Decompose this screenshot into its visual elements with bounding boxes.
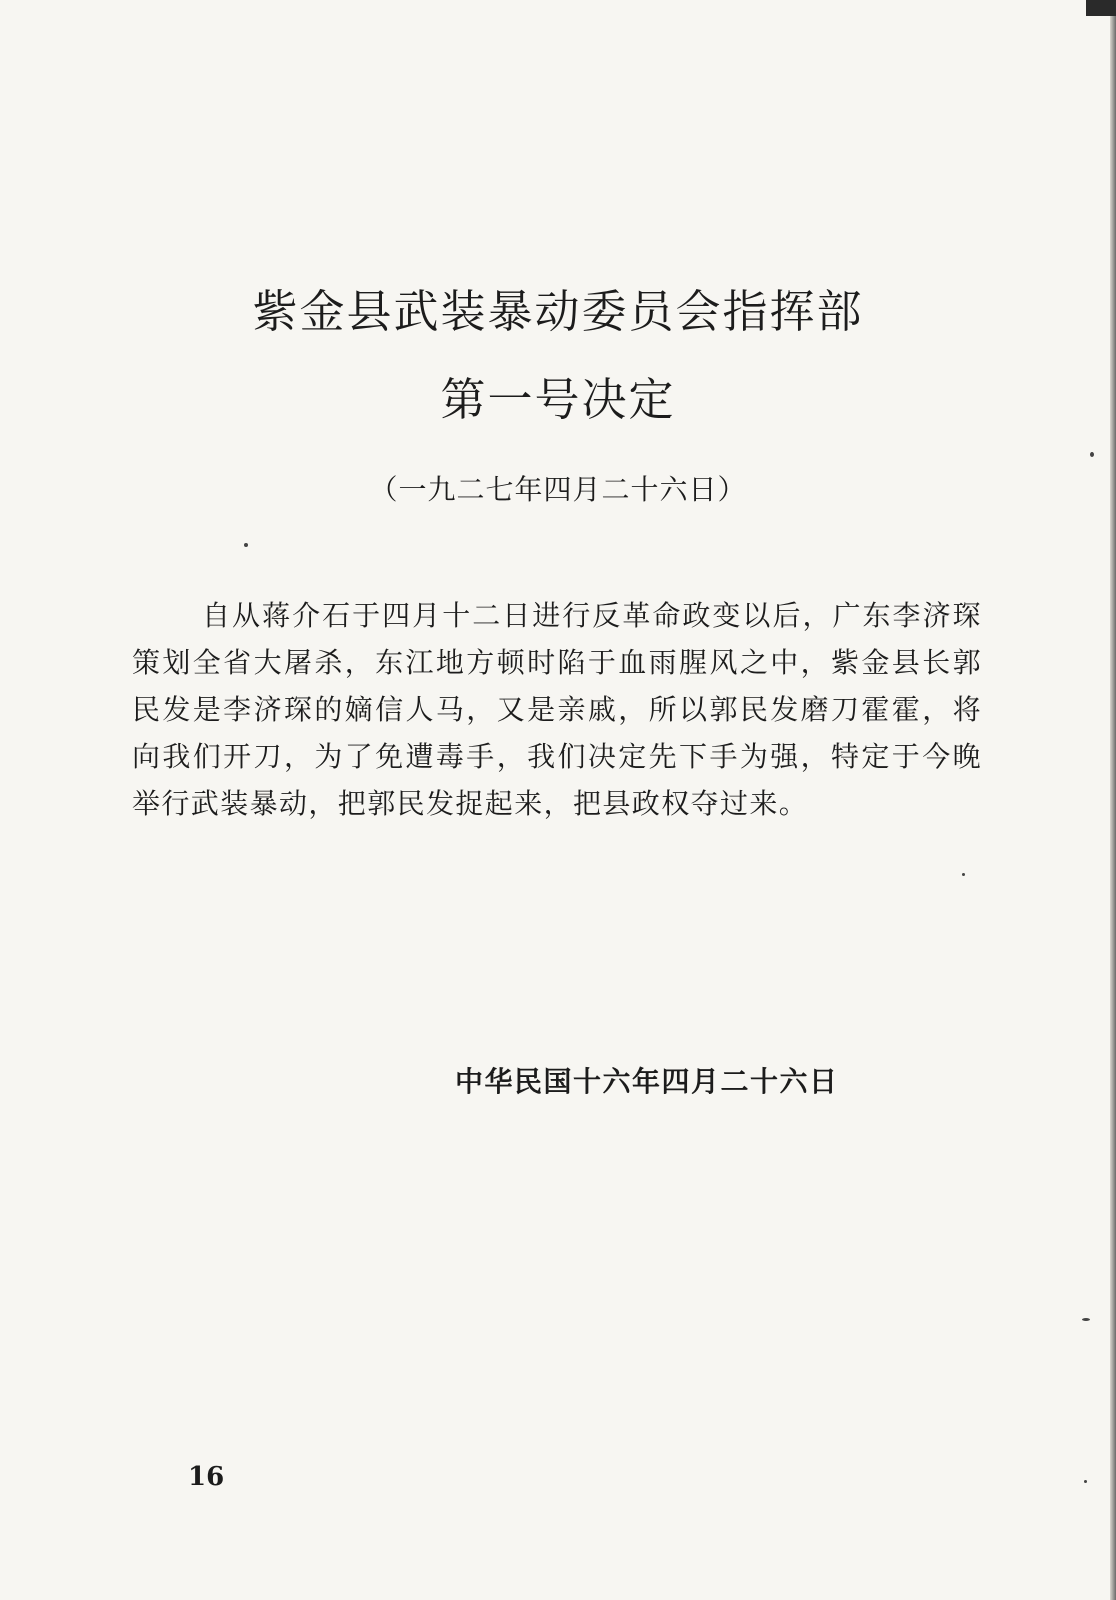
scan-page-edge [1110, 0, 1116, 1600]
scan-corner-mark [1086, 0, 1116, 16]
scan-speck [1082, 1318, 1090, 1321]
scan-speck [1090, 452, 1094, 457]
document-date: （一九二七年四月二十六日） [369, 473, 747, 506]
document-subtitle: 第一号决定 [440, 373, 676, 426]
document-body: 自从蒋介石于四月十二日进行反革命政变以后，广东李济琛策划全省大屠杀，东江地方顿时陷于血雨腥风之中，紫金县长郭民发是李济琛的嫡信人马，又是亲戚，所以郭民发磨刀霍霍，将向我们开刀，为了免遭毒手，我们决定先下手为强，特定于今晚举行武装暴动，把郭民发捉起来，把县政权夺过来。 [132, 599, 982, 820]
page-number: 16 [188, 1462, 225, 1492]
document-title: 紫金县武装暴动委员会指挥部 [252, 285, 864, 338]
scan-speck [962, 873, 965, 876]
scan-speck [244, 543, 248, 547]
signature-date: 中华民国十六年四月二十六日 [455, 1065, 839, 1098]
scan-speck [1084, 1480, 1087, 1483]
